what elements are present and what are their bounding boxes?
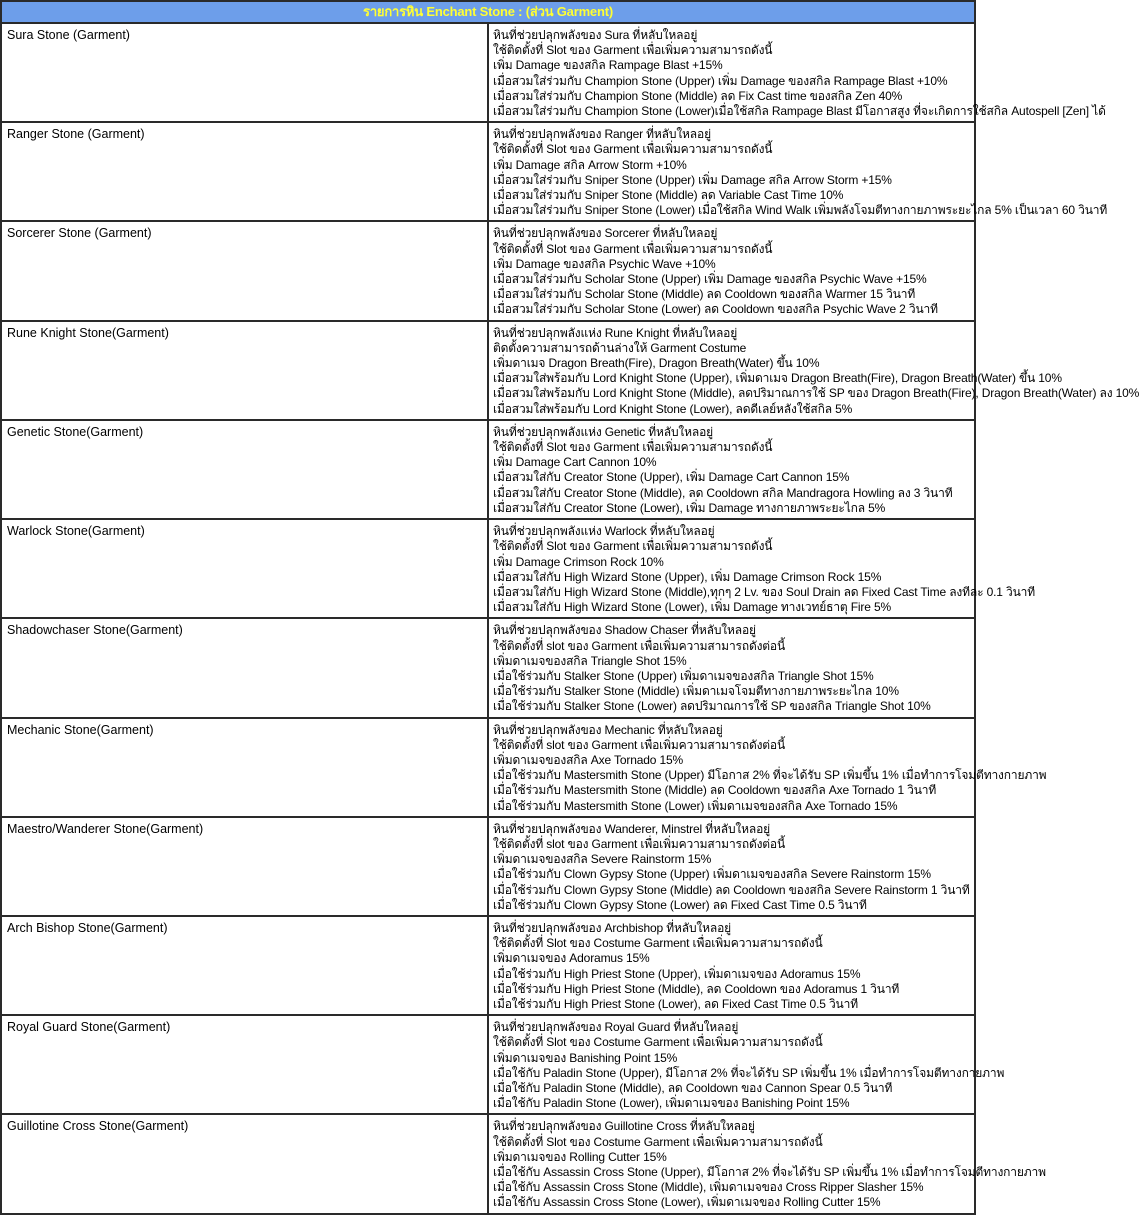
stone-name: Royal Guard Stone(Garment) [1,1015,488,1114]
description-line: เมื่อใช้ร่วมกับ High Priest Stone (Upper), เพิ่มดาเมจของ Adoramus 15% [493,966,861,981]
stone-name: Guillotine Cross Stone(Garment) [1,1114,488,1213]
description-line: ใช้ติดตั้งที่ Slot ของ Costume Garment เพื่อเพิ่มความสามารถดังนี้ [493,1035,823,1050]
description-line: เมื่อใช้ร่วมกับ High Priest Stone (Lower), ลด Fixed Cast Time 0.5 วินาที [493,996,858,1011]
description-line: เมื่อใช้ร่วมกับ Stalker Stone (Lower) ลดปริมาณการใช้ SP ของสกิล Triangle Shot 10% [493,699,931,714]
description-line: หินที่ช่วยปลุกพลังของ Sura ที่หลับใหลอยู่ [493,28,698,42]
stone-name: Sura Stone (Garment) [1,23,488,122]
description-line: เมื่อสวมใส่กับ High Wizard Stone (Upper), เพิ่ม Damage Crimson Rock 15% [493,569,882,584]
stone-description [488,23,1106,122]
description-line: เพิ่ม Damage ของสกิล Psychic Wave +10% [493,256,716,271]
description-line: เมื่อสวมใส่ร่วมกับ Scholar Stone (Lower) ลด Cooldown ของสกิล Psychic Wave 2 วินาที [493,302,938,317]
table-row [1,221,975,320]
table-row [1,122,975,221]
description-line: เมื่อสวมใส่กับ Creator Stone (Middle), ลด Cooldown สกิล Mandragora Howling ลง 3 วินาที [493,485,953,500]
description-line: หินที่ช่วยปลุกพลังของ Royal Guard ที่หลับใหลอยู่ [493,1020,739,1035]
description-line: เมื่อสวมใส่ร่วมกับ Champion Stone (Middle) ลด Fix Cast time ของสกิล Zen 40% [493,88,903,103]
table-row [1,817,975,916]
description-line: เพิ่ม Damage Cart Cannon 10% [493,455,657,470]
description-line: ใช้ติดตั้งที่ slot ของ Garment เพื่อเพิ่มความสามารถดังต่อนี้ [493,737,786,752]
description-line: ติดตั้งความสามารถด้านล่างให้ Garment Costume [493,340,747,355]
description-line: เมื่อสวมใส่ร่วมกับ Sniper Stone (Middle) ลด Variable Cast Time 10% [493,188,844,203]
stone-name: Arch Bishop Stone(Garment) [1,916,488,1015]
description-line: เมื่อใช้ร่วมกับ Clown Gypsy Stone (Middle) ลด Cooldown ของสกิล Severe Rainstorm 1 วินาที [493,882,970,897]
stone-name: Rune Knight Stone(Garment) [1,321,488,420]
stone-description [488,1015,1005,1114]
description-line: ใช้ติดตั้งที่ slot ของ Garment เพื่อเพิ่มความสามารถดังต่อนี้ [493,836,786,851]
stone-name: Sorcerer Stone (Garment) [1,221,488,320]
stone-description [488,1114,1046,1213]
description-line: หินที่ช่วยปลุกพลังของ Sorcerer ที่หลับใหลอยู่ [493,226,718,241]
stone-description [488,321,1139,420]
description-line: ใช้ติดตั้งที่ Slot ของ Garment เพื่อเพิ่มความสามารถดังนี้ [493,539,773,554]
table-title: รายการหิน Enchant Stone : (ส่วน Garment) [1,1,975,23]
description-line: เพิ่มดาเมจของ Adoramus 15% [493,951,650,966]
description-line: หินที่ช่วยปลุกพลังแห่ง Rune Knight ที่หลับใหลอยู่ [493,325,738,340]
description-line: เมื่อใช้ร่วมกับ High Priest Stone (Middle), ลด Cooldown ของ Adoramus 1 วินาที [493,981,900,996]
description-line: ใช้ติดตั้งที่ Slot ของ Costume Garment เพื่อเพิ่มความสามารถดังนี้ [493,1134,823,1149]
description-line: เมื่อสวมใส่ร่วมกับ Champion Stone (Upper) เพิ่ม Damage ของสกิล Rampage Blast +10% [493,73,948,88]
description-line: เมื่อสวมใส่ร่วมกับ Champion Stone (Lower)เมื่อใช้สกิล Rampage Blast มีโอกาสสูง ที่จะเกิดการใช้สกิล Autospell [Zen] ได้ [493,104,1106,119]
table-row [1,321,975,420]
description-line: เมื่อใช้กับ Paladin Stone (Middle), ลด Cooldown ของ Cannon Spear 0.5 วินาที [493,1081,893,1095]
table-row [1,916,975,1015]
description-line: หินที่ช่วยปลุกพลังของ Wanderer, Minstrel ที่หลับใหลอยู่ [493,821,771,836]
stone-description [488,718,1047,817]
description-line: เมื่อสวมใส่กับ High Wizard Stone (Middle),ทุกๆ 2 Lv. ของ Soul Drain ลด Fixed Cast Time ลงทีละ 0.1 วินาที [493,584,1035,599]
stone-description [488,817,975,916]
description-line: ใช้ติดตั้งที่ Slot ของ Garment เพื่อเพิ่มความสามารถดังนี้ [493,241,773,256]
description-line: เมื่อใช้กับ Assassin Cross Stone (Lower), เพิ่มดาเมจของ Rolling Cutter 15% [493,1195,881,1210]
description-line: เมื่อสวมใส่ร่วมกับ Scholar Stone (Middle) ลด Cooldown ของสกิล Warmer 15 วินาที [493,287,916,302]
table-row [1,618,975,717]
description-line: เมื่อใช้ร่วมกับ Mastersmith Stone (Upper) มีโอกาส 2% ที่จะได้รับ SP เพิ่มขึ้น 1% เมื่อทำการโจมตีทางกายภาพ [493,768,1047,783]
stone-description [488,221,975,320]
description-line: หินที่ช่วยปลุกพลังแห่ง Genetic ที่หลับใหลอยู่ [493,424,714,439]
stone-description [488,916,975,1015]
description-line: เพิ่มดาเมจของสกิล Severe Rainstorm 15% [493,852,712,867]
stone-name: Ranger Stone (Garment) [1,122,488,221]
description-line: หินที่ช่วยปลุกพลังของ Guillotine Cross ที่หลับใหลอยู่ [493,1119,755,1134]
description-line: เมื่อใช้ร่วมกับ Mastersmith Stone (Middle) ลด Cooldown ของสกิล Axe Tornado 1 วินาที [493,783,937,798]
description-line: เพิ่มดาเมจ Dragon Breath(Fire), Dragon Breath(Water) ขึ้น 10% [493,356,820,371]
description-line: เมื่อสวมใส่ร่วมกับ Sniper Stone (Lower) เมื่อใช้สกิล Wind Walk เพิ่มพลังโจมตีทางกายภาพระยะไกล 5% เป็นเวลา 60 วินาที [493,203,1108,218]
description-line: เพิ่มดาเมจของสกิล Triangle Shot 15% [493,653,687,668]
stone-name: Shadowchaser Stone(Garment) [1,618,488,717]
description-line: เพิ่มดาเมจของสกิล Axe Tornado 15% [493,752,684,767]
stone-name: Maestro/Wanderer Stone(Garment) [1,817,488,916]
description-line: เมื่อใช้กับ Paladin Stone (Upper), มีโอกาส 2% ที่จะได้รับ SP เพิ่มขึ้น 1% เมื่อทำการโจมตีทางกายภาพ [493,1065,1005,1080]
description-line: เพิ่ม Damage Crimson Rock 10% [493,554,664,569]
description-line: หินที่ช่วยปลุกพลังแห่ง Warlock ที่หลับใหลอยู่ [493,524,715,539]
stone-name: Warlock Stone(Garment) [1,519,488,618]
description-line: เพิ่มดาเมจของ Rolling Cutter 15% [493,1149,667,1164]
description-line: หินที่ช่วยปลุกพลังของ Mechanic ที่หลับใหลอยู่ [493,722,723,737]
description-line: เมื่อใช้กับ Assassin Cross Stone (Upper), มีโอกาส 2% ที่จะได้รับ SP เพิ่มขึ้น 1% เมื่อทำการโจมตีทางกายภาพ [493,1165,1046,1180]
description-line: เมื่อใช้กับ Paladin Stone (Lower), เพิ่มดาเมจของ Banishing Point 15% [493,1096,850,1111]
description-line: ใช้ติดตั้งที่ Slot ของ Garment เพื่อเพิ่มความสามารถดังนี้ [493,142,773,157]
description-line: เมื่อใช้ร่วมกับ Mastersmith Stone (Lower) เพิ่มดาเมจของสกิล Axe Tornado 15% [493,798,898,813]
stone-description [488,420,975,519]
table-row [1,519,975,618]
table-row [1,23,975,122]
description-line: เมื่อใช้กับ Assassin Cross Stone (Middle), เพิ่มดาเมจของ Cross Ripper Slasher 15% [493,1180,924,1195]
description-line: เมื่อสวมใส่กับ Creator Stone (Upper), เพิ่ม Damage Cart Cannon 15% [493,470,850,485]
description-line: เมื่อสวมใส่กับ High Wizard Stone (Lower), เพิ่ม Damage ทางเวทย์ธาตุ Fire 5% [493,600,892,615]
stone-name: Genetic Stone(Garment) [1,420,488,519]
description-line: หินที่ช่วยปลุกพลังของ Ranger ที่หลับใหลอยู่ [493,127,711,142]
description-line: เมื่อสวมใส่พร้อมกับ Lord Knight Stone (Lower), ลดดีเลย์หลังใช้สกิล 5% [493,401,853,416]
description-line: เมื่อสวมใส่พร้อมกับ Lord Knight Stone (Upper), เพิ่มดาเมจ Dragon Breath(Fire), Dragon Breath(Water) ขึ้น 10% [493,371,1062,386]
table-body [1,23,1139,1214]
description-line: เพิ่ม Damage สกิล Arrow Storm +10% [493,157,687,172]
description-line: เมื่อใช้ร่วมกับ Stalker Stone (Middle) เพิ่มดาเมจโจมตีทางกายภาพระยะไกล 10% [493,684,899,699]
stone-description [488,618,975,717]
description-line: ใช้ติดตั้งที่ Slot ของ Costume Garment เพื่อเพิ่มความสามารถดังนี้ [493,936,823,951]
description-line: เมื่อสวมใส่พร้อมกับ Lord Knight Stone (Middle), ลดปริมาณการใช้ SP ของ Dragon Breath(Fire), Dragon Breath(Water) ลง 10% [493,386,1139,401]
description-line: ใช้ติดตั้งที่ slot ของ Garment เพื่อเพิ่มความสามารถดังต่อนี้ [493,638,786,653]
stone-description [488,519,1035,618]
description-line: เพิ่มดาเมจของ Banishing Point 15% [493,1050,678,1065]
description-line: เมื่อใช้ร่วมกับ Clown Gypsy Stone (Lower) ลด Fixed Cast Time 0.5 วินาที [493,897,867,912]
description-line: เพิ่ม Damage ของสกิล Rampage Blast +15% [493,58,723,73]
description-line: เมื่อใช้ร่วมกับ Stalker Stone (Upper) เพิ่มดาเมจของสกิล Triangle Shot 15% [493,668,874,683]
description-line: เมื่อสวมใส่ร่วมกับ Scholar Stone (Upper) เพิ่ม Damage ของสกิล Psychic Wave +15% [493,272,927,287]
table-row [1,1114,975,1213]
description-line: หินที่ช่วยปลุกพลังของ Archbishop ที่หลับใหลอยู่ [493,920,732,935]
description-line: ใช้ติดตั้งที่ Slot ของ Garment เพื่อเพิ่มความสามารถดังนี้ [493,43,773,58]
description-line: เมื่อใช้ร่วมกับ Clown Gypsy Stone (Upper) เพิ่มดาเมจของสกิล Severe Rainstorm 15% [493,867,931,882]
stone-name: Mechanic Stone(Garment) [1,718,488,817]
description-line: เมื่อสวมใส่กับ Creator Stone (Lower), เพิ่ม Damage ทางกายภาพระยะไกล 5% [493,500,886,515]
description-line: หินที่ช่วยปลุกพลังของ Shadow Chaser ที่หลับใหลอยู่ [493,623,756,638]
table-row [1,420,975,519]
table-row [1,1015,975,1114]
stone-description [488,122,1108,221]
table-row [1,718,975,817]
table-title-row [1,1,975,23]
description-line: เมื่อสวมใส่ร่วมกับ Sniper Stone (Upper) เพิ่ม Damage สกิล Arrow Storm +15% [493,172,892,187]
description-line: ใช้ติดตั้งที่ Slot ของ Garment เพื่อเพิ่มความสามารถดังนี้ [493,440,773,455]
